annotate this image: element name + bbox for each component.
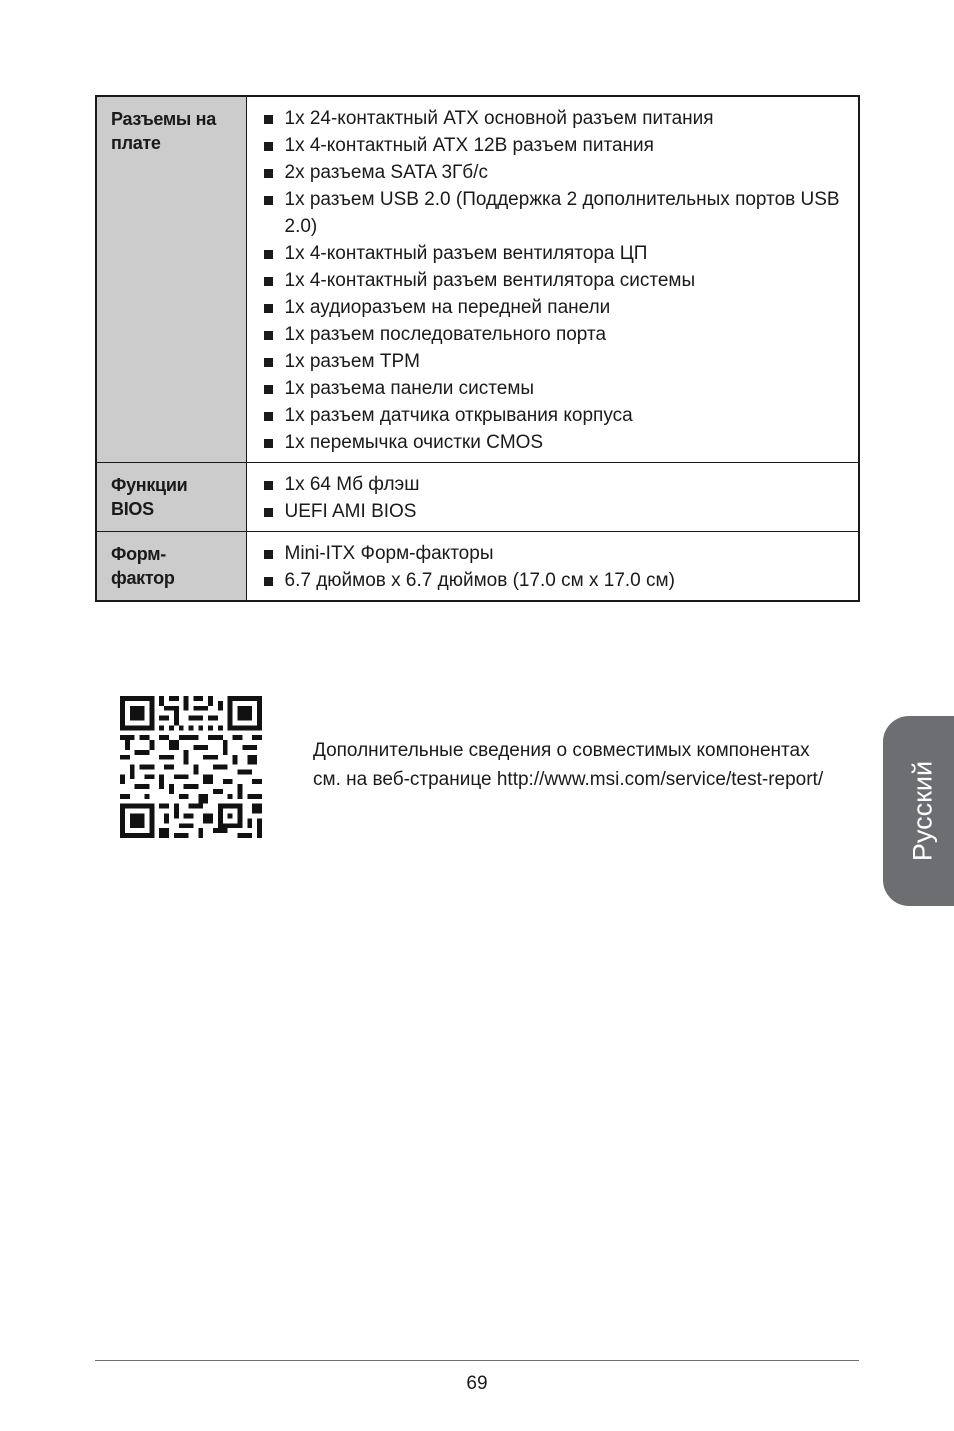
list-item (261, 294, 845, 321)
spec-label-line: BIOS (111, 499, 154, 519)
list-item-text: 6.7 дюймов x 6.7 дюймов (17.0 см x 17.0 см) (284, 570, 675, 591)
list-item (261, 348, 845, 375)
list-item-text: Mini-ITX Форм-факторы (284, 543, 494, 564)
list-item-text: 1x разъем TPM (284, 351, 420, 372)
list-item-text: 1x разъем последовательного порта (284, 324, 607, 345)
square-bullet-icon (264, 169, 273, 178)
spec-table (95, 95, 860, 602)
list-item-text: 1x разъем USB 2.0 (Поддержка 2 дополнительных портов USB 2.0) (284, 189, 840, 237)
spec-row-bios (96, 463, 859, 532)
list-item (261, 540, 845, 567)
spec-label (96, 463, 246, 532)
list-item-text: 1x 4-контактный разъем вентилятора системы (284, 270, 696, 291)
list-item (261, 105, 845, 132)
list-item (261, 471, 845, 498)
square-bullet-icon (264, 142, 273, 151)
spec-label-line: плате (111, 133, 161, 153)
spec-row-connectors (96, 96, 859, 463)
spec-row-form-factor (96, 532, 859, 602)
spec-value (246, 463, 859, 532)
list-item-text: 1x 4-контактный ATX 12В разъем питания (284, 135, 654, 156)
note-line: Дополнительные сведения о совместимых компонентах (313, 740, 810, 761)
list-item-text: 1x аудиоразъем на передней панели (284, 297, 611, 318)
spec-label-line: фактор (111, 568, 175, 588)
list-item (261, 186, 845, 240)
square-bullet-icon (264, 385, 273, 394)
list-item (261, 267, 845, 294)
note-line: см. на веб-странице http://www.msi.com/service/test-report/ (313, 769, 824, 790)
square-bullet-icon (264, 439, 273, 448)
square-bullet-icon (264, 250, 273, 259)
spec-label (96, 96, 246, 463)
list-item (261, 375, 845, 402)
spec-label-line: Разъемы на (111, 109, 216, 129)
footer-divider (95, 1360, 859, 1361)
square-bullet-icon (264, 196, 273, 205)
list-item-text: 2x разъема SATA 3Гб/с (284, 162, 488, 183)
square-bullet-icon (264, 358, 273, 367)
spec-label-line: Форм- (111, 544, 166, 564)
spec-list (261, 105, 845, 456)
list-item-text: UEFI AMI BIOS (284, 501, 417, 522)
spec-label-line: Функции (111, 475, 188, 495)
square-bullet-icon (264, 577, 273, 586)
list-item (261, 240, 845, 267)
list-item (261, 498, 845, 525)
language-tab-label: Русский (907, 760, 938, 862)
spec-label (96, 532, 246, 602)
square-bullet-icon (264, 508, 273, 517)
spec-list (261, 471, 845, 525)
language-tab (883, 716, 954, 906)
list-item (261, 321, 845, 348)
page-number: 69 (466, 1373, 488, 1394)
square-bullet-icon (264, 481, 273, 490)
list-item (261, 429, 845, 456)
list-item-text: 1x 24-контактный ATX основной разъем питания (284, 108, 714, 129)
list-item-text: 1x 64 Мб флэш (284, 474, 420, 495)
compatibility-note (313, 736, 873, 794)
list-item-text: 1x перемычка очистки CMOS (284, 432, 544, 453)
square-bullet-icon (264, 331, 273, 340)
list-item (261, 567, 845, 594)
spec-list (261, 540, 845, 594)
list-item-text: 1x 4-контактный разъем вентилятора ЦП (284, 243, 648, 264)
list-item (261, 402, 845, 429)
qr-code-icon (120, 696, 262, 838)
list-item-text: 1x разъема панели системы (284, 378, 535, 399)
spec-value (246, 532, 859, 602)
list-item-text: 1x разъем датчика открывания корпуса (284, 405, 633, 426)
square-bullet-icon (264, 412, 273, 421)
square-bullet-icon (264, 277, 273, 286)
square-bullet-icon (264, 115, 273, 124)
square-bullet-icon (264, 550, 273, 559)
square-bullet-icon (264, 304, 273, 313)
spec-value (246, 96, 859, 463)
list-item (261, 132, 845, 159)
list-item (261, 159, 845, 186)
